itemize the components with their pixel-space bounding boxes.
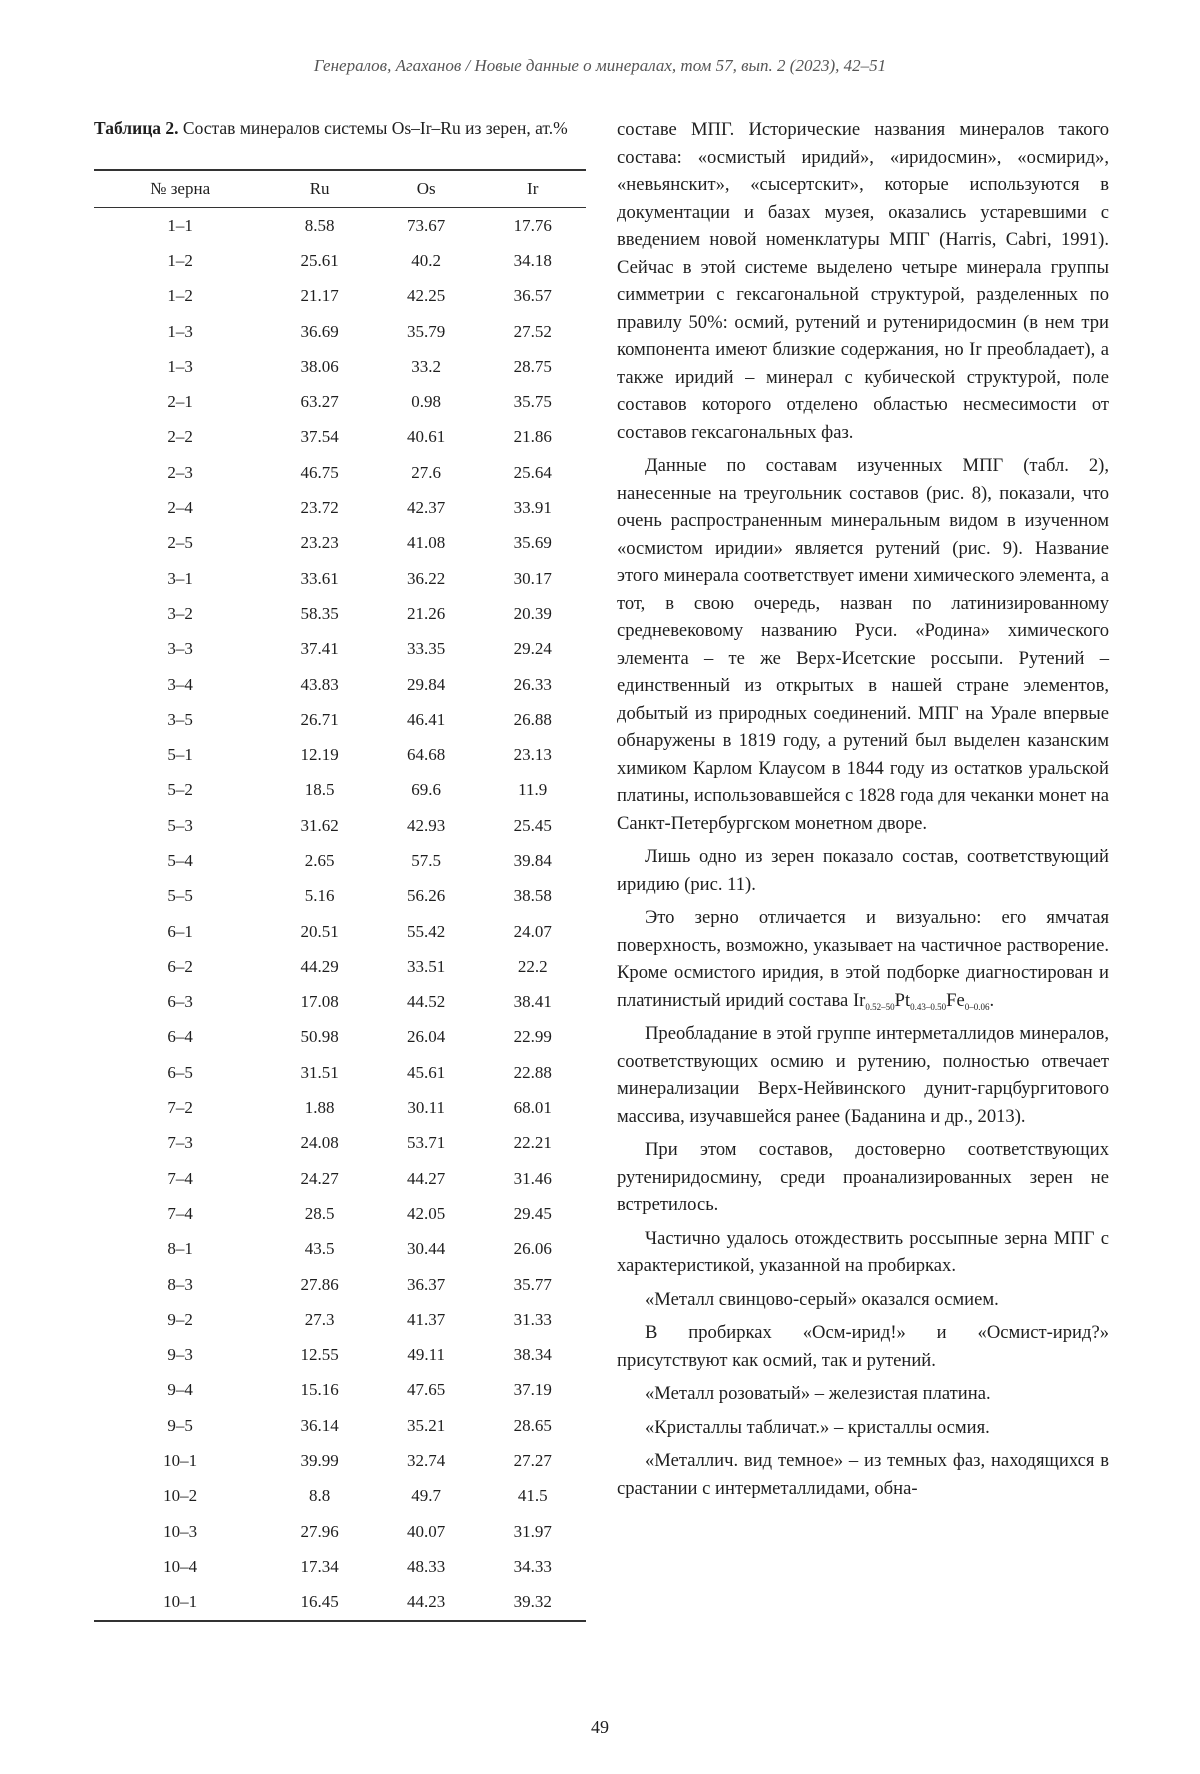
table-cell: 45.61 [407,1062,446,1082]
table-cell: 41.37 [407,1309,446,1329]
table-cell: 41.5 [517,1486,548,1506]
formula-subscript: 0–0.06 [964,1001,990,1012]
table-caption [94,116,586,141]
table-cell: 27.6 [411,462,442,482]
body-paragraph: «Металлич. вид темное» – из темных фаз, находящихся в срастании с интерметаллидами, обна- [617,1450,1109,1499]
table-row [94,596,586,631]
table-cell: 5–2 [167,780,193,800]
table-cell: 17.08 [300,992,339,1012]
table-cell: 56.26 [407,886,446,906]
table-cell: 10–2 [163,1486,198,1506]
table-cell: 10–1 [163,1451,198,1471]
table-row [94,702,586,737]
table-cell: 9–5 [167,1415,193,1435]
table-cell: 40.07 [407,1521,446,1541]
table-cell: 32.74 [407,1451,446,1471]
table-cell: 3–2 [167,603,193,623]
table-cell: 42.05 [407,1203,446,1223]
table-cell: 20.39 [513,603,552,623]
formula-element: Ir [852,989,866,1011]
table-cell: 16.45 [266,1585,373,1621]
running-head: Генералов, Агаханов / Новые данные о минералах, том 57, вып. 2 (2023), 42–51 [313,56,887,75]
table-cell: 6–1 [167,921,193,941]
table-cell: 3–3 [167,639,193,659]
table-cell: 37.41 [300,639,339,659]
body-paragraph: «Металл розоватый» – железистая платина. [645,1383,991,1404]
table-row [94,667,586,702]
table-cell: 9–4 [167,1380,193,1400]
table-cell: 1–3 [167,321,193,341]
table-cell: 26.04 [407,1027,446,1047]
table-cell: 29.45 [513,1203,552,1223]
table-row [94,1338,586,1373]
table-cell: 29.84 [407,674,446,694]
table-cell: 25.61 [300,250,339,270]
formula-subscript: 0.52–50 [865,1001,895,1012]
table-row [94,808,586,843]
table-cell: 2–2 [167,427,193,447]
table-row [94,1408,586,1443]
table-row [94,1196,586,1231]
table-cell: 15.16 [300,1380,339,1400]
table-cell: 39.32 [479,1585,586,1621]
table-cell: 27.27 [513,1451,552,1471]
table-cell: 35.21 [407,1415,446,1435]
table-column-header: Ir [479,170,586,208]
table-cell: 44.52 [407,992,446,1012]
table-cell: 22.99 [513,1027,552,1047]
table-row [94,1443,586,1478]
table-row [94,1020,586,1055]
table-cell: 9–2 [167,1309,193,1329]
body-paragraph: Данные по составам изученных МПГ (табл. 2), нанесенные на треугольник составов (рис. 8), показали, что очень распространенным минеральным видом в изученном «осмистом иридии» является рутений (рис. 9). Название этого минерала соответствует имени химического элемента, а тот, в свою очередь, назван по латинизированному средневековому названию Руси. «Родина» химического элемента – те же Верх-Исетские россыпи. Рутений – единственный из открытых в нашей стране элементов, добытый из природных соединений. МПГ на Урале впервые обнаружены в 1819 году, а рутений был выделен казанским химиком Карлом Клаусом в 1844 году из остатков уральской платины, использовавшейся с 1828 года для чеканки монет на Санкт-Петербургском монетном дворе. [617,455,1109,834]
table-cell: 1.88 [304,1098,335,1118]
table-row [94,737,586,772]
table-cell: 9–3 [167,1345,193,1365]
table-cell: 39.99 [300,1451,339,1471]
table-cell: 55.42 [407,921,446,941]
table-cell: 30.44 [407,1239,446,1259]
table-column-header: Ru [266,170,373,208]
table-cell: 25.45 [513,815,552,835]
table-cell: 5–1 [167,745,193,765]
table-cell: 49.11 [407,1345,445,1365]
table-cell: 38.58 [513,886,552,906]
formula-subscript: 0.43–0.50 [910,1001,947,1012]
table-cell: 31.62 [300,815,339,835]
table-cell: 49.7 [411,1486,442,1506]
table-cell: 7–4 [167,1203,193,1223]
table-cell: 40.2 [411,250,442,270]
table-cell: 30.17 [513,568,552,588]
body-paragraph: составе МПГ. Исторические названия минералов такого состава: «осмистый иридий», «иридосмин», «осмирид», «невьянскит», «сысертскит», которые используются в документации и базах музея, оказались устаревшими с введением новой номенклатуры МПГ (Harris, Cabri, 1991). Сейчас в этой системе выделено четыре минерала группы симметрии с гексагональной структурой, разделенных по правилу 50%: осмий, рутений и рутениридосмин (в нем три компонента имеют близкие содержания, но Ir преобладает), а также иридий – минерал с кубической структурой, поле составов которого отделено областью несмесимости от составов гексагональных фаз. [617,119,1109,443]
table-row [94,349,586,384]
table-row [94,632,586,667]
table-cell: 33.51 [407,956,446,976]
table-cell: 42.93 [407,815,446,835]
table-cell: 2.65 [304,850,335,870]
table-row [94,526,586,561]
table-cell: 10–1 [94,1585,266,1621]
table-cell: 33.61 [300,568,339,588]
table-row [94,1585,586,1621]
table-row [94,279,586,314]
table-cell: 28.65 [513,1415,552,1435]
table-row [94,384,586,419]
table-cell: 5–4 [167,850,193,870]
table-cell: 63.27 [300,392,339,412]
table-cell: 26.88 [513,709,552,729]
table-cell: 22.88 [513,1062,552,1082]
table-cell: 40.61 [407,427,446,447]
table-row [94,1267,586,1302]
table-cell: 44.29 [300,956,339,976]
body-paragraph [617,904,1109,1014]
table-cell: 6–3 [167,992,193,1012]
table-cell: 64.68 [407,745,446,765]
table-row [94,420,586,455]
table-cell: 46.75 [300,462,339,482]
body-paragraph: Лишь одно из зерен показало состав, соответствующий иридию (рис. 11). [617,846,1109,895]
table-cell: 10–4 [163,1556,198,1576]
table-row [94,561,586,596]
table-cell: 10–3 [163,1521,198,1541]
table-cell: 18.5 [304,780,335,800]
table-cell: 2–1 [167,392,193,412]
table-row [94,843,586,878]
table-cell: 17.34 [300,1556,339,1576]
table-cell: 2–5 [167,533,193,553]
table-cell: 7–4 [167,1168,193,1188]
table-cell: 36.22 [407,568,446,588]
table-cell: 28.75 [513,356,552,376]
table-cell: 53.71 [407,1133,446,1153]
page-number: 49 [591,1717,609,1737]
table-cell: 1–2 [167,286,193,306]
table-cell: 36.69 [300,321,339,341]
table-cell: 33.35 [407,639,446,659]
table-cell: 36.57 [513,286,552,306]
table-cell: 7–3 [167,1133,193,1153]
table-cell: 69.6 [411,780,442,800]
table-cell: 46.41 [407,709,446,729]
table-cell: 36.14 [300,1415,339,1435]
table-cell: 28.5 [304,1203,335,1223]
table-cell: 8–3 [167,1274,193,1294]
table-column-header: № зерна [94,170,266,208]
table-row [94,1479,586,1514]
table-cell: 26.71 [300,709,339,729]
paragraph-text: Это зерно отличается и визуально: его ямчатая поверхность, возможно, указывает на частичное растворение. Кроме осмистого иридия, в этой подборке диагностирован и платинистый иридий состава [617,907,1109,1011]
table-row [94,1161,586,1196]
table-cell: 17.76 [513,215,552,235]
formula-element: Fe [946,989,965,1011]
table-cell: 58.35 [300,603,339,623]
table-row [94,1549,586,1584]
table-cell: 25.64 [513,462,552,482]
table-cell: 50.98 [300,1027,339,1047]
table-cell: 20.51 [300,921,339,941]
table-cell: 37.54 [300,427,339,447]
table-cell: 73.67 [407,215,446,235]
table-cell: 42.25 [407,286,446,306]
paragraph-text: . [989,989,995,1011]
table-cell: 6–4 [167,1027,193,1047]
table-cell: 27.3 [304,1309,335,1329]
table-cell: 38.34 [513,1345,552,1365]
table-cell: 3–1 [167,568,193,588]
table-cell: 29.24 [513,639,552,659]
table-row [94,490,586,525]
table-cell: 11.9 [518,780,548,800]
table-body [94,208,586,1621]
table-cell: 41.08 [407,533,446,553]
table-cell: 39.84 [513,850,552,870]
table-header-row [94,170,586,208]
table-cell: 42.37 [407,498,446,518]
table-cell: 23.13 [513,745,552,765]
table-cell: 47.65 [407,1380,446,1400]
table-row [94,1373,586,1408]
table-cell: 34.18 [513,250,552,270]
table-row [94,879,586,914]
table-caption-text: Состав минералов системы Os–Ir–Ru из зерен, ат.% [178,118,568,138]
table-cell: 21.86 [513,427,552,447]
table-row [94,1302,586,1337]
table-cell: 34.33 [513,1556,552,1576]
table-cell: 2–3 [167,462,193,482]
table-row [94,314,586,349]
body-paragraph: При этом составов, достоверно соответствующих рутениридосмину, среди проанализированных зерен не встретилось. [617,1139,1109,1215]
table-cell: 27.52 [513,321,552,341]
body-paragraph: В пробирках «Осм-ирид!» и «Осмист-ирид?» присутствуют как осмий, так и рутений. [617,1322,1109,1371]
table-cell: 30.11 [407,1098,445,1118]
table-cell: 24.07 [513,921,552,941]
table-cell: 68.01 [513,1098,552,1118]
table-cell: 57.5 [411,850,442,870]
table-cell: 38.41 [513,992,552,1012]
table-column [94,116,586,1622]
table-row [94,773,586,808]
table-cell: 35.69 [513,533,552,553]
table-cell: 8.8 [308,1486,331,1506]
body-paragraph: Частично удалось отождествить россыпные зерна МПГ с характеристикой, указанной на пробирках. [617,1227,1109,1276]
table-cell: 1–3 [167,356,193,376]
table-cell: 48.33 [407,1556,446,1576]
table-row [94,1514,586,1549]
table-cell: 35.75 [513,392,552,412]
table-cell: 2–4 [167,498,193,518]
table-cell: 31.51 [300,1062,339,1082]
table-row [94,985,586,1020]
table-cell: 6–5 [167,1062,193,1082]
table-cell: 12.55 [300,1345,339,1365]
table-cell: 35.77 [513,1274,552,1294]
table-cell: 22.2 [517,956,548,976]
table-cell: 3–5 [167,709,193,729]
table-cell: 3–4 [167,674,193,694]
table-cell: 0.98 [411,392,442,412]
table-cell: 43.83 [300,674,339,694]
table-cell: 24.08 [300,1133,339,1153]
table-cell: 38.06 [300,356,339,376]
formula-element: Pt [894,989,911,1011]
composition-table [94,169,586,1622]
table-row [94,914,586,949]
table-cell: 44.23 [373,1585,480,1621]
table-cell: 37.19 [513,1380,552,1400]
table-cell: 43.5 [304,1239,335,1259]
table-cell: 44.27 [407,1168,446,1188]
table-cell: 23.72 [300,498,339,518]
table-cell: 24.27 [300,1168,339,1188]
table-row [94,455,586,490]
table-column-header: Os [373,170,480,208]
table-cell: 1–2 [167,250,193,270]
table-cell: 26.06 [513,1239,552,1259]
table-cell: 12.19 [300,745,339,765]
table-row [94,243,586,278]
body-paragraph: Преобладание в этой группе интерметаллидов минералов, соответствующих осмию и рутению, полностью отвечает минерализации Верх-Нейвинского дунит-гарцбургитового массива, изучавшейся ранее (Баданина и др., 2013). [617,1023,1109,1127]
table-cell: 31.33 [513,1309,552,1329]
table-cell: 22.21 [513,1133,552,1153]
table-row [94,1126,586,1161]
table-cell: 31.97 [513,1521,552,1541]
table-cell: 27.86 [300,1274,339,1294]
table-row [94,949,586,984]
table-cell: 31.46 [513,1168,552,1188]
table-cell: 35.79 [407,321,446,341]
table-cell: 27.96 [300,1521,339,1541]
table-cell: 8–1 [167,1239,193,1259]
table-cell: 5–3 [167,815,193,835]
table-caption-label: Таблица 2. [94,118,179,138]
table-cell: 8.58 [304,215,335,235]
body-paragraph: «Кристаллы табличат.» – кристаллы осмия. [645,1416,990,1438]
table-cell: 23.23 [300,533,339,553]
table-cell: 26.33 [513,674,552,694]
table-row [94,208,586,244]
table-cell: 5–5 [167,886,193,906]
table-cell: 33.2 [411,356,442,376]
table-cell: 21.26 [407,603,446,623]
table-cell: 33.91 [513,498,552,518]
table-row [94,1232,586,1267]
table-cell: 36.37 [407,1274,446,1294]
table-cell: 21.17 [300,286,339,306]
table-cell: 1–1 [167,215,193,235]
body-text-column [617,116,1109,1502]
table-cell: 6–2 [167,956,193,976]
body-paragraph: «Металл свинцово-серый» оказался осмием. [645,1288,999,1310]
table-row [94,1055,586,1090]
table-row [94,1090,586,1125]
table-cell: 7–2 [167,1098,193,1118]
table-cell: 5.16 [304,886,335,906]
